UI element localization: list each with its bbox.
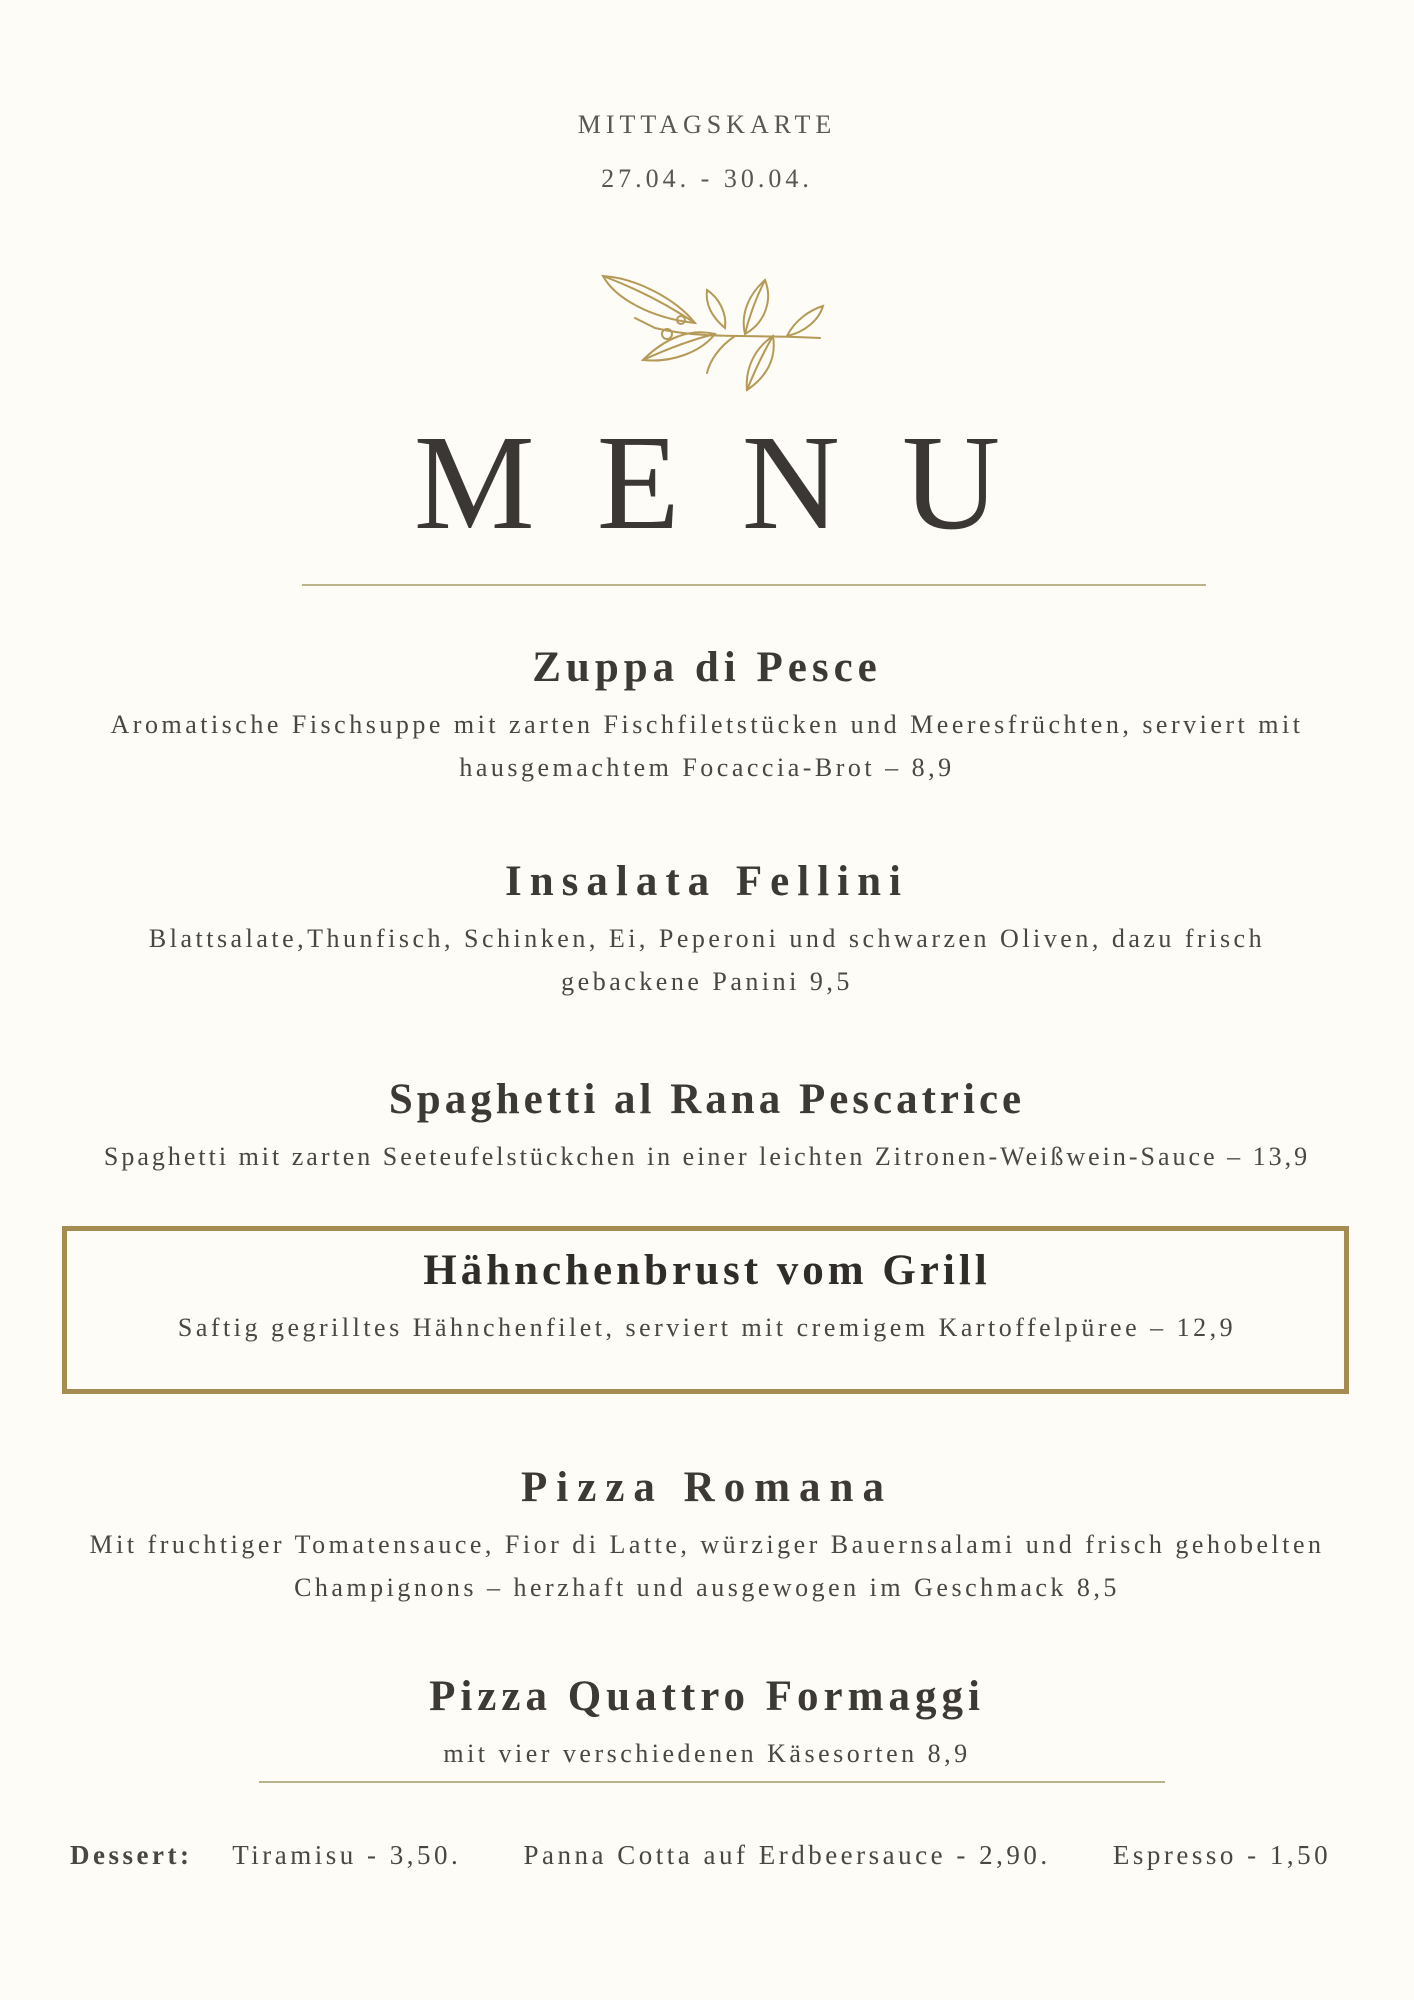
dish-description-line: gebackene Panini 9,5	[561, 967, 853, 996]
dish-description-line: Spaghetti mit zarten Seeteufelstückchen in einer leichten Zitronen-Weißwein-Sauce – 13,9	[103, 1142, 1311, 1171]
dish-description	[0, 917, 1414, 1003]
dish-item	[0, 860, 1414, 1003]
olive-branch-icon	[595, 268, 835, 393]
dish-name: Insalata Fellini	[505, 858, 909, 905]
bottom-divider	[259, 1781, 1165, 1783]
dish-description	[0, 1523, 1414, 1609]
dish-item	[0, 646, 1414, 789]
menu-subtitle: MITTAGSKARTE	[577, 110, 837, 139]
dish-description	[0, 703, 1414, 789]
dessert-item: Panna Cotta auf Erdbeersauce - 2,90.	[523, 1840, 1051, 1870]
dish-name: Pizza Quattro Formaggi	[429, 1673, 985, 1720]
dish-description	[0, 1306, 1414, 1349]
dish-description-line: Mit fruchtiger Tomatensauce, Fior di Latte, würziger Bauernsalami und frisch gehobelten	[89, 1530, 1325, 1559]
dish-description	[0, 1732, 1414, 1775]
featured-dish-item	[0, 1249, 1414, 1349]
dish-name: Hähnchenbrust vom Grill	[423, 1247, 991, 1294]
dish-name: Zuppa di Pesce	[532, 644, 882, 691]
dish-description-line: hausgemachtem Focaccia-Brot – 8,9	[459, 753, 955, 782]
dish-description-line: Blattsalate,Thunfisch, Schinken, Ei, Peperoni und schwarzen Oliven, dazu frisch	[148, 924, 1266, 953]
dessert-label: Dessert:	[70, 1840, 193, 1870]
dessert-line	[70, 1842, 1370, 1869]
dish-item	[0, 1466, 1414, 1609]
dish-item	[0, 1675, 1414, 1775]
dish-item	[0, 1078, 1414, 1178]
dessert-item: Tiramisu - 3,50.	[232, 1840, 462, 1870]
dish-description-line: mit vier verschiedenen Käsesorten 8,9	[443, 1739, 971, 1768]
menu-title: MENU	[413, 408, 1063, 558]
dish-description-line: Aromatische Fischsuppe mit zarten Fischfiletstücken und Meeresfrüchten, serviert mit	[110, 710, 1304, 739]
menu-date-range: 27.04. - 30.04.	[601, 164, 813, 193]
dish-description	[0, 1135, 1414, 1178]
top-divider	[302, 584, 1206, 586]
dish-description-line: Saftig gegrilltes Hähnchenfilet, serviert mit cremigem Kartoffelpüree – 12,9	[177, 1313, 1237, 1342]
dish-name: Pizza Romana	[521, 1464, 893, 1511]
dessert-item: Espresso - 1,50	[1112, 1840, 1332, 1870]
dish-name: Spaghetti al Rana Pescatrice	[388, 1076, 1026, 1123]
dish-description-line: Champignons – herzhaft und ausgewogen im Geschmack 8,5	[294, 1573, 1120, 1602]
